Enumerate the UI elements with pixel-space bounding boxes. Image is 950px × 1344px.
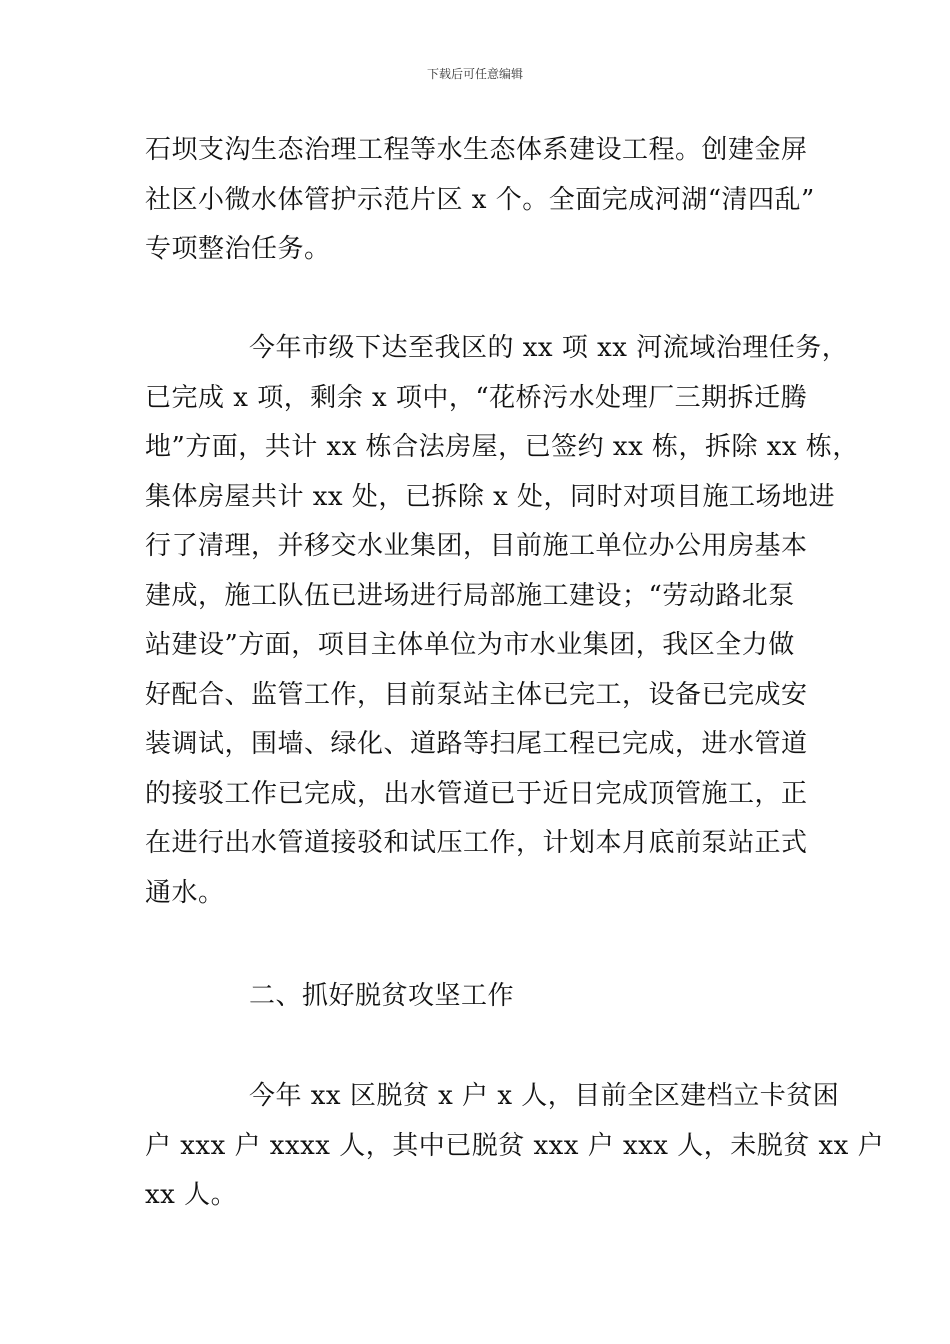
paragraph-line: 今年市级下达至我区的 xx 项 xx 河流域治理任务， <box>249 333 849 363</box>
paragraph-1 <box>145 126 825 275</box>
page-header: 下载后可任意编辑 <box>426 67 523 81</box>
paragraph-line: 在进行出水管道接驳和试压工作，计划本月底前泵站正式 <box>145 828 808 858</box>
paragraph-3 <box>145 1072 885 1221</box>
paragraph-line: xx 人。 <box>145 1180 238 1210</box>
paragraph-2 <box>145 324 859 918</box>
paragraph-line: 专项整治任务。 <box>145 234 331 264</box>
paragraph-line: 已完成 x 项，剩余 x 项中，“花桥污水处理厂三期拆迁腾 <box>145 382 808 413</box>
paragraph-line: 的接驳工作已完成，出水管道已于近日完成顶管施工，正 <box>145 778 808 809</box>
section-heading-text: 二、抓好脱贫攻坚工作 <box>249 981 515 1011</box>
paragraph-line: 行了清理，并移交水业集团，目前施工单位办公用房基本 <box>145 531 808 561</box>
paragraph-line: 地”方面，共计 xx 栋合法房屋，已签约 xx 栋，拆除 xx 栋， <box>145 432 859 462</box>
paragraph-line: 户 xxx 户 xxxx 人，其中已脱贫 xxx 户 xxx 人，未脱贫 xx 户 <box>145 1130 885 1161</box>
paragraph-line: 今年 xx 区脱贫 x 户 x 人，目前全区建档立卡贫困 <box>249 1081 840 1111</box>
paragraph-line: 建成，施工队伍已进场进行局部施工建设；“劳动路北泵 <box>145 580 795 611</box>
paragraph-line: 装调试，围墙、绿化、道路等扫尾工程已完成，进水管道 <box>145 729 808 759</box>
paragraph-line: 石坝支沟生态治理工程等水生态体系建设工程。创建金屏 <box>145 135 808 165</box>
section-heading <box>145 972 825 1022</box>
paragraph-line: 站建设”方面，项目主体单位为市水业集团，我区全力做 <box>145 630 795 660</box>
paragraph-line: 通水。 <box>145 877 225 908</box>
paragraph-line: 集体房屋共计 xx 处，已拆除 x 处，同时对项目施工场地进 <box>145 481 836 512</box>
paragraph-line: 好配合、监管工作，目前泵站主体已完工，设备已完成安 <box>145 679 808 710</box>
paragraph-line: 社区小微水体管护示范片区 x 个。全面完成河湖“清四乱” <box>145 184 815 215</box>
